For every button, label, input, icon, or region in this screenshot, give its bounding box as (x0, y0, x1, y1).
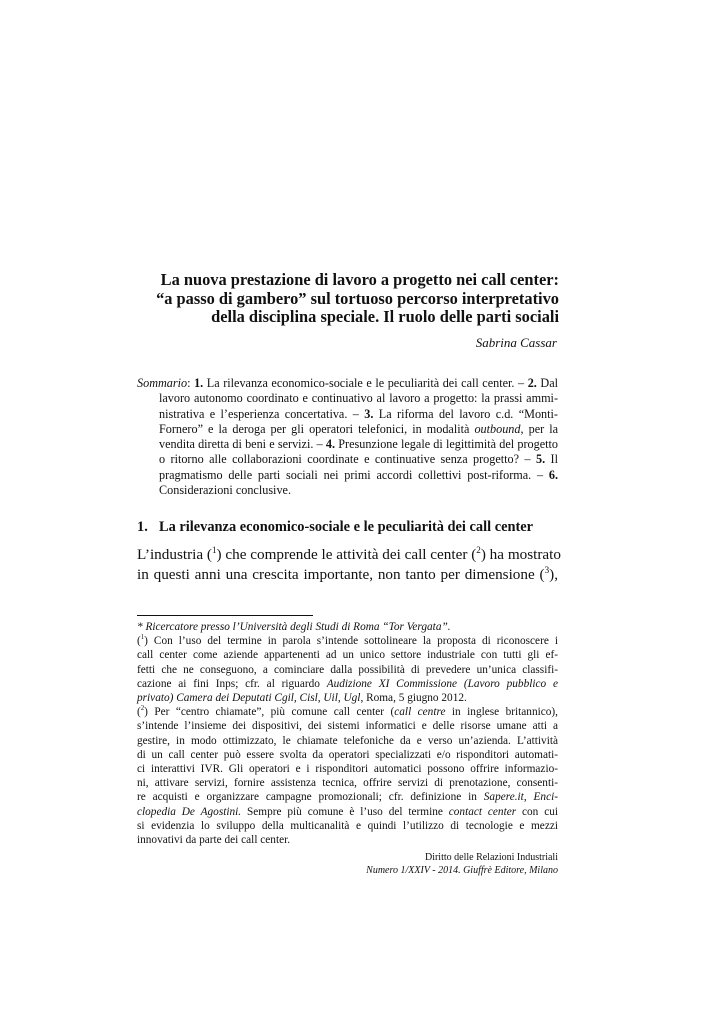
title-line: La nuova prestazione di lavoro a progetto nei call center: (160, 270, 559, 289)
summary-line: Considerazioni conclusive. (159, 483, 291, 498)
footnote-line: fetti che ne conseguono, a cominciare dalla possibilità di prevedere un’unica classifi- (137, 663, 558, 676)
article-title (129, 271, 559, 327)
footnote-line: ni, attivare servizi, fornire assistenza tecnica, offrire servizi di prenotazione, consenti- (137, 777, 558, 790)
footnote-line: di un call center può essere svolta da operatori specializzati e/o risponditori automati- (137, 748, 558, 761)
footnote-line: s’intende l’insieme dei dispositivi, dei sistemi informatici e delle risorse umane atti a (137, 720, 558, 733)
title-line: “a passo di gambero” sul tortuoso percorso interpretativo (156, 288, 559, 308)
footnote-line: gestire, in modo ottimizzato, le chiamate telefoniche da e verso un’azienda. L’attività (137, 734, 558, 747)
summary-label: Sommario (137, 376, 188, 390)
summary-block (137, 376, 558, 498)
section-title: La rilevanza economico-sociale e le peculiarità dei call center (159, 519, 534, 535)
summary-line: pragmatismo delle parti sociali nei primi accordi collettivi post-riforma. – 6. (159, 467, 558, 482)
footnote-line: call center come aziende appartenenti ad un unico settore industriale con tutti gli ef- (137, 649, 558, 662)
footnote-line: ci interattivi IVR. Gli operatori e i risponditori automatici possono offrire informazio- (137, 763, 558, 776)
footnote-line: si evidenzia lo sviluppo della multicanalità e quindi l’utilizzo di tecnologie e mezzi (137, 819, 558, 832)
footnote-line: re acquisti e organizzare campagne promozionali; cfr. definizione in Sapere.it, Enci- (137, 791, 558, 804)
body-paragraph (137, 544, 561, 584)
summary-line: lavoro autonomo coordinato e continuativo al lavoro a progetto: la prassi ammi- (159, 391, 558, 406)
section-number: 1. (137, 519, 148, 535)
footnote-line: innovativi da parte dei call center. (137, 834, 291, 847)
journal-issue: Numero 1/XXIV - 2014. Giuffrè Editore, Milano (366, 864, 558, 876)
journal-info (366, 852, 558, 877)
footnotes (137, 620, 558, 847)
author-name: Sabrina Cassar (475, 335, 557, 350)
title-line: della disciplina speciale. Il ruolo delle parti sociali (211, 307, 559, 327)
footnote-affiliation: * Ricercatore presso l’Università degli Studi di Roma “Tor Vergata”. (137, 621, 451, 633)
summary-line: nistrativa e l’esperienza concertativa. – 3. La riforma del lavoro c.d. “Monti- (159, 406, 558, 421)
footnote-line: ($^1$) Con l’uso del termine in parola s’intende sottolineare la proposta di riconoscere i (137, 634, 558, 648)
summary-line: Fornero” e la deroga per gli operatori telefonici, in modalità outbound, per la (159, 421, 559, 436)
summary-line: Sommario: 1. La rilevanza economico-sociale e le peculiarità dei call center. – 2. Dal (137, 376, 558, 390)
journal-name: Diritto delle Relazioni Industriali (424, 852, 558, 863)
footnote-line: cazione ai fini Inps; cfr. al riguardo Audizione XI Commissione (Lavoro pubblico e (137, 677, 558, 690)
body-line: L’industria ($^1$) che comprende le attività dei call center ($^2$) ha mostrato (137, 544, 561, 563)
footnote-line: privato) Camera dei Deputati Cgil, Cisl, Uil, Ugl, Roma, 5 giugno 2012. (137, 692, 467, 705)
footnote-line: ($^2$) Per “centro chiamate”, più comune call center (call centre in inglese britannico), (137, 705, 558, 719)
footnote-divider (137, 615, 313, 616)
footnote-line: clopedia De Agostini. Sempre più comune è l’uso del termine contact center con cui (137, 805, 558, 818)
body-line: in questi anni una crescita importante, non tanto per dimensione ($^3$), (137, 564, 558, 583)
summary-line: o ritorno alle collaborazioni coordinate e continuative senza progetto? – 5. Il (159, 452, 558, 467)
section-heading (137, 518, 533, 536)
summary-line: vendita diretta di beni e servizi. – 4. Presunzione legale di legittimità del progetto (159, 437, 558, 452)
